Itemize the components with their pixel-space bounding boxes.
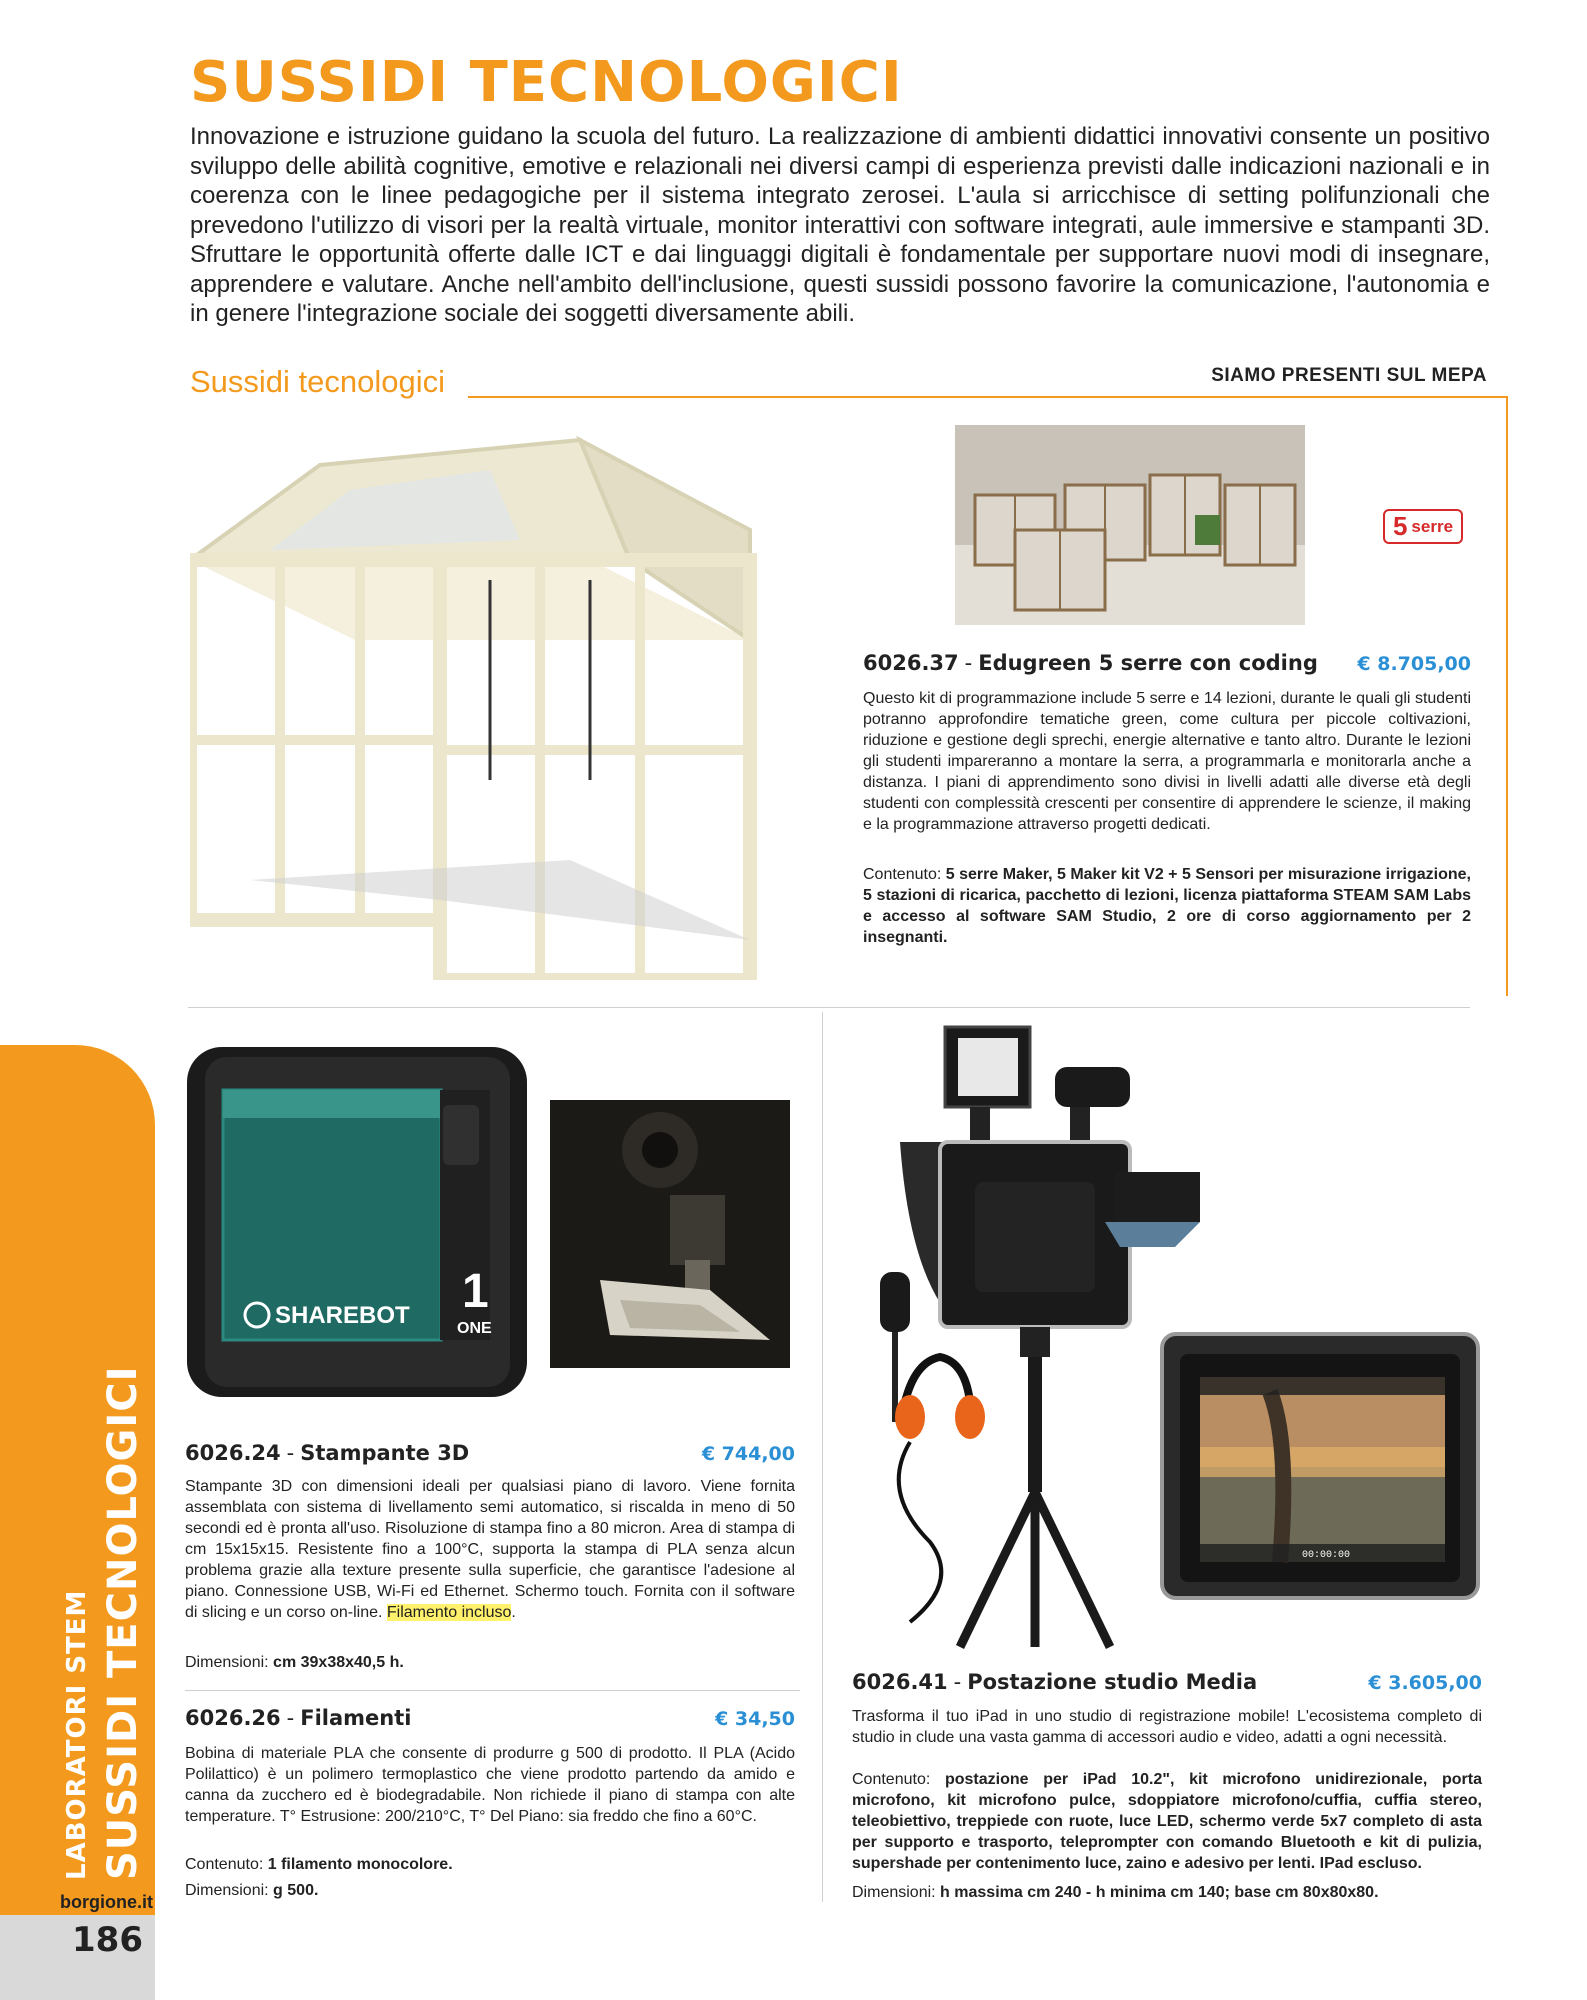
product-code: 6026.37: [863, 651, 959, 675]
product-code-separator: -: [964, 651, 973, 675]
dimensions-label: Dimensioni:: [185, 1882, 269, 1899]
content-value: 5 serre Maker, 5 Maker kit V2 + 5 Sensori per misurazione irrigazione, 5 stazioni di ricarica, pacchetto di lezioni, licenza piattaforma STEAM SAM Labs e accesso al software SAM Studio, 2 ore di corso aggiornamento per 2 insegnanti.: [863, 866, 1471, 946]
mepa-notice: SIAMO PRESENTI SUL MEPA: [1211, 365, 1487, 386]
printer-model-name: ONE: [457, 1320, 492, 1337]
product-divider: [185, 1690, 800, 1691]
media-description: Trasforma il tuo iPad in uno studio di registrazione mobile! L'ecosistema completo di studio in clude una vasta gamma di accessori audio e video, adatti a ogni necessità.: [852, 1708, 1482, 1746]
content-label: Contenuto:: [852, 1771, 931, 1788]
filamenti-heading: [185, 1706, 795, 1730]
horizontal-divider: [188, 1007, 1470, 1008]
five-serre-badge: [1383, 509, 1463, 544]
edugreen-description: Questo kit di programmazione include 5 serre e 14 lezioni, durante le quali gli studenti potranno approfondire tematiche green, come cultura per piccole coltivazioni, riduzione e gestione degli sprechi, energie alternative e tanto altro. Durante le lezioni gli studenti impareranno a montare la serra, a programmarla e monitorarla anche a distanza. I piani di apprendimento sono divisi in livelli adatti alle diverse età degli studenti con complessità crescenti per consentire di apprendere le scienze, il making e la programmazione attraverso progetti dedicati.: [863, 690, 1471, 833]
section-heading: Sussidi tecnologici: [190, 364, 446, 399]
intro-paragraph: Innovazione e istruzione guidano la scuola del futuro. La realizzazione di ambienti didattici innovativi consente un positivo sviluppo delle abilità cognitive, emotive e relazionali nei diversi campi di esperienza previsti dalle indicazioni nazionali e in coerenza con le linee pedagogiche per il sistema integrato zerosei. L'aula si arricchisce di setting polifunzionali che prevedono l'utilizzo di visori per la realtà virtuale, monitor interattivi con software integrati, aule immersive e stampanti 3D. Sfruttare le opportunità offerte dalle ICT e dai linguaggi digitali è fondamentale per supportare nuovi modi di insegnare, apprendere e valutare. Anche nell'ambito dell'inclusione, questi sussidi possono favorire la comunicazione, l'autonomia e in genere l'integrazione sociale dei soggetti diversamente abili.: [190, 123, 1490, 327]
greenhouse-image: [190, 420, 800, 980]
content-value: 1 filamento monocolore.: [267, 1856, 453, 1873]
product-name: Filamenti: [300, 1706, 412, 1730]
highlighted-text: Filamento incluso: [386, 1604, 512, 1621]
description-text: Stampante 3D con dimensioni ideali per qualsiasi piano di lavoro. Viene fornita assemblata con sistema di livellamento semi automatico, si riscalda in meno di 50 secondi ed è pronta all'uso. Risoluzione di stampa fino a 80 micron. Area di stampa di cm 15x15x15. Resistente fino a 100°C, supporta la stampa di PLA senza alcun problema grazie alla texture presente sulla superficie, che garantisce l'adesione al piano. Connessione USB, Wi-Fi ed Ethernet. Schermo touch. Fornita con il software di slicing e un corso on-line.: [185, 1478, 795, 1621]
sidebar-subcategory: SUSSIDI TECNOLOGICI: [100, 1365, 146, 1880]
printer-brand-logo: SHAREBOT: [275, 1302, 410, 1329]
vertical-divider: [822, 1012, 823, 1902]
product-name: Edugreen 5 serre con coding: [978, 651, 1318, 675]
edugreen-content: [863, 864, 1471, 948]
section-rule: [468, 396, 1508, 398]
media-content: [852, 1769, 1482, 1874]
media-heading: [852, 1670, 1482, 1694]
product-code: 6026.26: [185, 1706, 281, 1730]
filamenti-dimensions: [185, 1880, 318, 1901]
section-rule-vertical: [1506, 396, 1508, 996]
filamenti-content: [185, 1854, 453, 1875]
page-title: SUSSIDI TECNOLOGICI: [190, 50, 903, 115]
product-code: 6026.41: [852, 1670, 948, 1694]
stampante-description: Stampante 3D con dimensioni ideali per qualsiasi piano di lavoro. Viene fornita assemblata con sistema di livellamento semi automatico, si riscalda in meno di 50 secondi ed è pronta all'uso. Risoluzione di stampa fino a 80 micron. Area di stampa di cm 15x15x15. Resistente fino a 100°C, supporta la stampa di PLA senza alcun problema grazie alla texture presente sulla superficie, che garantisce l'adesione al piano. Connessione USB, Wi-Fi ed Ethernet. Schermo touch. Fornita con il software di slicing e un corso on-line. Filamento incluso.: [185, 1478, 795, 1621]
product-price: € 8.705,00: [1357, 653, 1471, 675]
sidebar-category: LABORATORI STEM: [62, 1589, 92, 1880]
printer-image: [185, 1045, 530, 1400]
content-value: postazione per iPad 10.2", kit microfono unidirezionale, porta microfono, kit microfono pulce, sdoppiatore microfono/cuffia, cuffia stereo, teleobiettivo, treppiede con ruote, luce LED, schermo verde 5x7 completo di asta per supporto e trasporto, teleprompter con comando Bluetooth e kit di pulizia, supershade per contenimento luce, zaino e adesivo per lenti. IPad escluso.: [852, 1771, 1482, 1872]
ipad-timecode: 00:00:00: [1302, 1550, 1351, 1561]
printer-model-number: 1: [462, 1265, 489, 1318]
dimensions-value: cm 39x38x40,5 h.: [273, 1654, 404, 1671]
product-code-separator: -: [953, 1670, 962, 1694]
edugreen-photo: [955, 425, 1305, 625]
dimensions-label: Dimensioni:: [852, 1884, 936, 1901]
edugreen-heading: [863, 651, 1471, 675]
dimensions-value: h massima cm 240 - h minima cm 140; base cm 80x80x80.: [940, 1884, 1379, 1901]
product-price: € 34,50: [715, 1708, 795, 1730]
product-name: Stampante 3D: [300, 1441, 470, 1465]
printer-detail-photo: [550, 1100, 790, 1368]
content-label: Contenuto:: [863, 866, 942, 883]
product-price: € 3.605,00: [1368, 1672, 1482, 1694]
stampante-dimensions: [185, 1652, 404, 1673]
badge-text: serre: [1411, 516, 1454, 536]
product-code-separator: -: [286, 1441, 295, 1465]
ipad-shade-image: [1160, 1332, 1480, 1600]
product-code: 6026.24: [185, 1441, 281, 1465]
content-label: Contenuto:: [185, 1856, 264, 1873]
dimensions-label: Dimensioni:: [185, 1654, 269, 1671]
badge-number: 5: [1392, 511, 1408, 541]
product-price: € 744,00: [701, 1443, 795, 1465]
website-url: borgione.it: [60, 1892, 153, 1912]
product-code-separator: -: [286, 1706, 295, 1730]
dimensions-value: g 500.: [273, 1882, 319, 1899]
page-number: 186: [72, 1920, 143, 1960]
media-dimensions: [852, 1882, 1379, 1903]
product-name: Postazione studio Media: [967, 1670, 1258, 1694]
stampante-heading: [185, 1441, 795, 1465]
filamenti-description: Bobina di materiale PLA che consente di produrre g 500 di prodotto. Il PLA (Acido Polilattico) è un polimero termoplastico che viene prodotto partendo da amido e canna da zucchero ed è biodegradabile. Non richiede il piano di stampa con alte temperature. T° Estrusione: 200/210°C, T° Del Piano: sia freddo che fino a 60°C.: [185, 1745, 795, 1825]
